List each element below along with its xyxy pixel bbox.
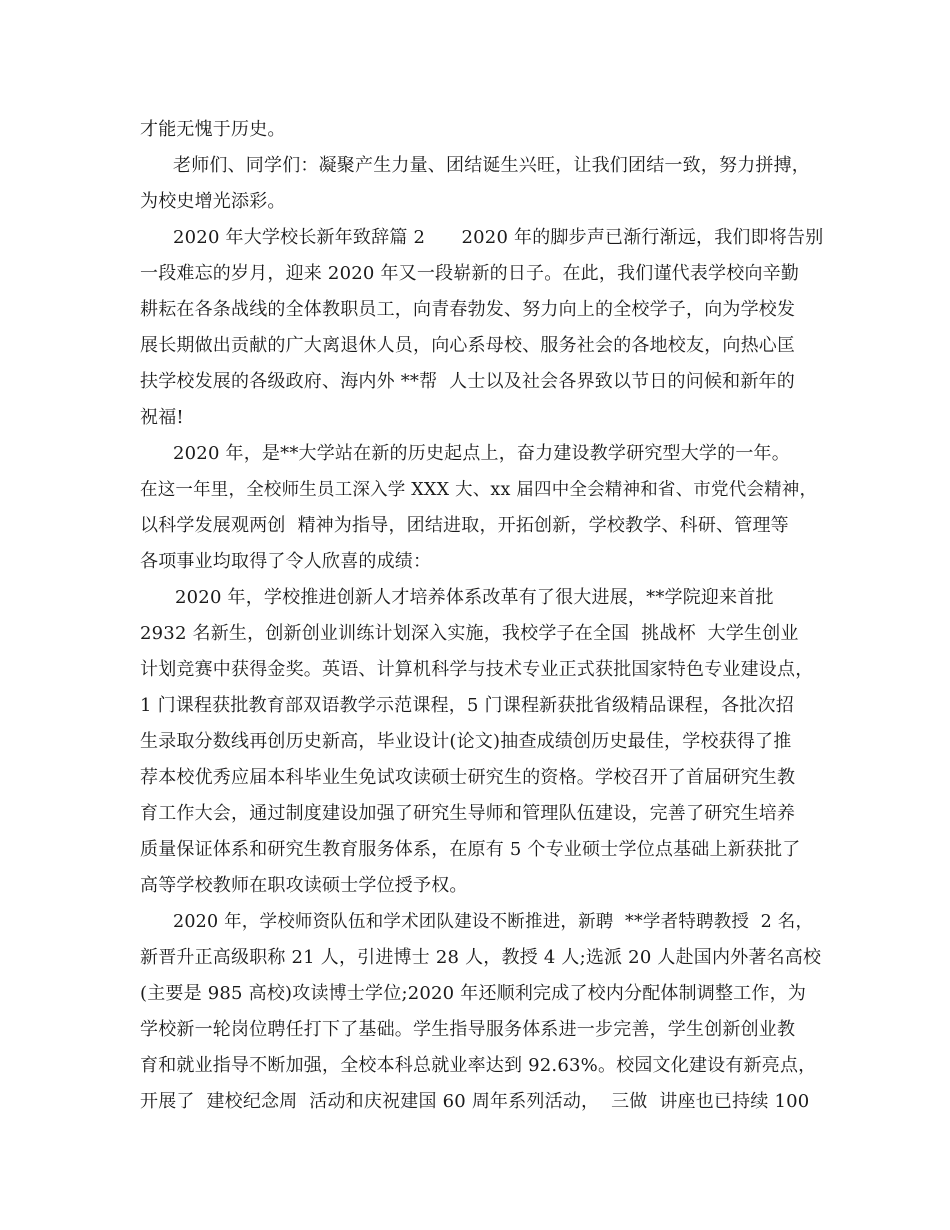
text-line: 2020 年，学校师资队伍和学术团队建设不断推进，新聘 **学者特聘教授 2 名， [173,912,814,932]
text-line: 2020 年大学校长新年致辞篇 2 2020 年的脚步声已渐行渐远，我们即将告别 [173,227,824,248]
text-line: 学校新一轮岗位聘任打下了基础。学生指导服务体系进一步完善，学生创新创业教 [140,1019,796,1040]
text-line: 2932 名新生，创新创业训练计划深入实施，我校学子在全国 挑战杯 大学生创业 [140,623,799,644]
text-line: 开展了 建校纪念周 活动和庆祝建国 60 周年系列活动， 三做 讲座也已持续 100 [140,1091,810,1112]
text-line: 育工作大会，通过制度建设加强了研究生导师和管理队伍建设，完善了研究生培养 [140,803,796,824]
text-line: 才能无愧于历史。 [140,119,286,140]
text-line: 荐本校优秀应届本科毕业生免试攻读硕士研究生的资格。学校召开了首届研究生教 [140,767,796,788]
text-line: 1 门课程获批教育部双语教学示范课程，5 门课程新获批省级精品课程，各批次招 [140,695,794,716]
text-line: 扶学校发展的各级政府、海内外 **帮 人士以及社会各界致以节日的问候和新年的 [140,371,795,392]
text-line: 高等学校教师在职攻读硕士学位授予权。 [140,875,468,896]
text-line: 在这一年里，全校师生员工深入学 XXX 大、xx 届四中全会精神和省、市党代会精神， [140,480,818,500]
text-line: 2020 年，学校推进创新人才培养体系改革有了很大进展，**学院迎来首批 [175,587,774,608]
text-line: 以科学发展观两创 精神为指导，团结进取，开拓创新，学校教学、科研、管理等 [140,515,789,536]
text-line: 生录取分数线再创历史新高，毕业设计(论文)抽查成绩创历史最佳，学校获得了推 [140,731,792,752]
text-line: 质量保证体系和研究生教育服务体系，在原有 5 个专业硕士学位点基础上新获批了 [140,839,801,860]
text-line: (主要是 985 高校)攻读博士学位;2020 年还顺利完成了校内分配体制调整工作，为 [140,983,807,1004]
text-line: 耕耘在各条战线的全体教职员工，向青春勃发、努力向上的全校学子，向为学校发 [140,299,796,320]
text-line: 新晋升正高级职称 21 人，引进博士 28 人，教授 4 人;选派 20 人赴国内外著名高校 [140,947,822,968]
text-line: 祝福! [140,407,184,428]
text-line: 2020 年，是**大学站在新的历史起点上，奋力建设教学研究型大学的一年。 [173,443,790,464]
text-line: 育和就业指导不断加强，全校本科总就业率达到 92.63%。校园文化建设有新亮点， [140,1055,817,1076]
text-line: 一段难忘的岁月，迎来 2020 年又一段崭新的日子。在此，我们谨代表学校向辛勤 [140,263,800,284]
text-line: 计划竞赛中获得金奖。英语、计算机科学与技术专业正式获批国家特色专业建设点， [140,659,814,680]
text-line: 各项事业均取得了令人欣喜的成绩： [140,551,432,572]
text-line: 老师们、同学们：凝聚产生力量、团结诞生兴旺，让我们团结一致，努力拼搏， [173,155,810,176]
text-line: 为校史增光添彩。 [140,191,286,212]
text-line: 展长期做出贡献的广大离退休人员，向心系母校、服务社会的各地校友，向热心匡 [140,335,796,356]
